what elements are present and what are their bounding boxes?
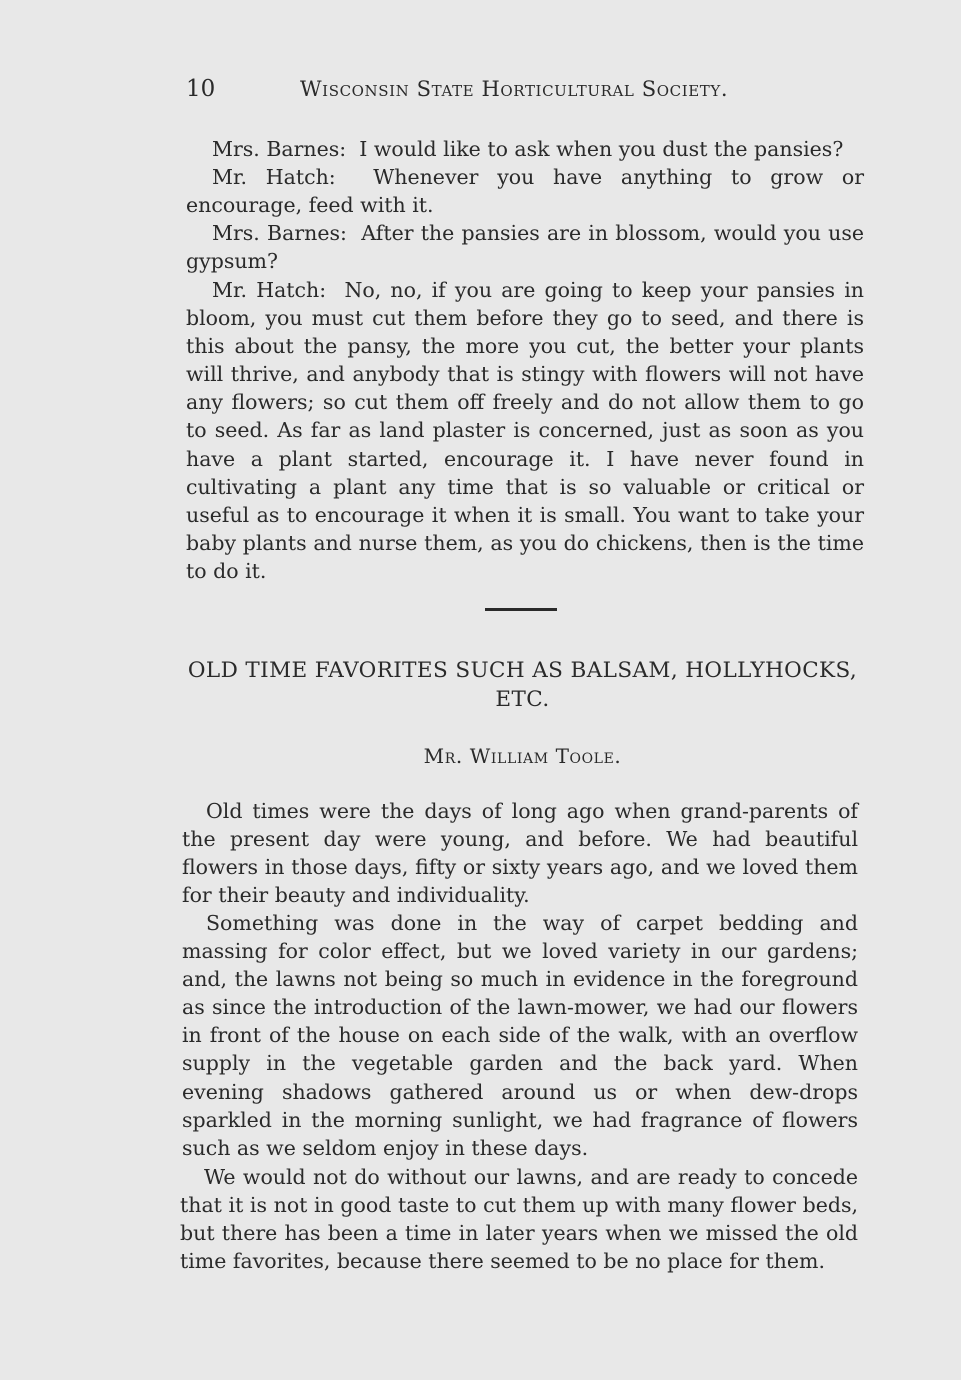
body-paragraph: Something was done in the way of carpet bedding and massing for color effect, but we loved variety in our gardens; and, the lawns not being so much in evidence in the foreground as since the introduction of the lawn-mower, we had our flowers in front of the house on each side of the walk, with an overflow supply in the vegetable garden and the back yard. When evening shadows gathered around us or when dew-drops sparkled in the morning sunlight, we had fragrance of flowers such as we seldom enjoy in these days. — [182, 911, 858, 1160]
body-paragraph: Old times were the days of long ago when grand-parents of the present day were young, and before. We had beautiful flowers in those days, fifty or sixty years ago, and we loved them for their beauty and individuality. — [182, 799, 858, 908]
section-divider — [485, 608, 557, 611]
speaker-name: Mr. Hatch: — [212, 278, 327, 302]
dialogue-paragraph — [186, 135, 864, 163]
journal-title: Wisconsin State Horticultural Society. — [300, 77, 729, 101]
body-paragraph: We would not do without our lawns, and are ready to concede that it is not in good taste to cut them up with many flower beds, but there has been a time in later years when we missed the old time favorites, because there seemed to be no place for them. — [180, 1165, 858, 1274]
dialogue-text: Whenever you have anything to grow or encourage, feed with it. — [186, 165, 864, 218]
dialogue-text: I would like to ask when you dust the pansies? — [359, 137, 844, 161]
running-head — [186, 74, 866, 108]
section-author: Mr. William Toole. — [423, 744, 622, 768]
dialogue-text: After the pansies are in blossom, would you use gypsum? — [186, 221, 864, 274]
speaker-name: Mrs. Barnes: — [212, 221, 347, 245]
speaker-name: Mr. Hatch: — [212, 165, 336, 189]
dialogue-paragraph — [186, 163, 864, 219]
dialogue-text: No, no, if you are going to keep your pansies in bloom, you must cut them before they go to seed, and there is this about the pansy, the more you cut, the better your plants will thrive, and anybody that is stingy with flowers will not have any flowers; so cut them off freely and do not allow them to go to seed. As far as land plaster is concerned, just as soon as you have a plant started, encourage it. I have never found in cultivating a plant any time that is so valuable or critical or useful as to encourage it when it is small. You want to take your baby plants and nurse them, as you do chickens, then is the time to do it. — [186, 278, 864, 583]
dialogue-paragraph — [186, 276, 864, 585]
speaker-name: Mrs. Barnes: — [212, 137, 347, 161]
dialogue-paragraph — [186, 219, 864, 275]
section-title: OLD TIME FAVORITES SUCH AS BALSAM, HOLLYHOCKS, ETC. — [187, 658, 858, 712]
page-number: 10 — [186, 76, 216, 102]
